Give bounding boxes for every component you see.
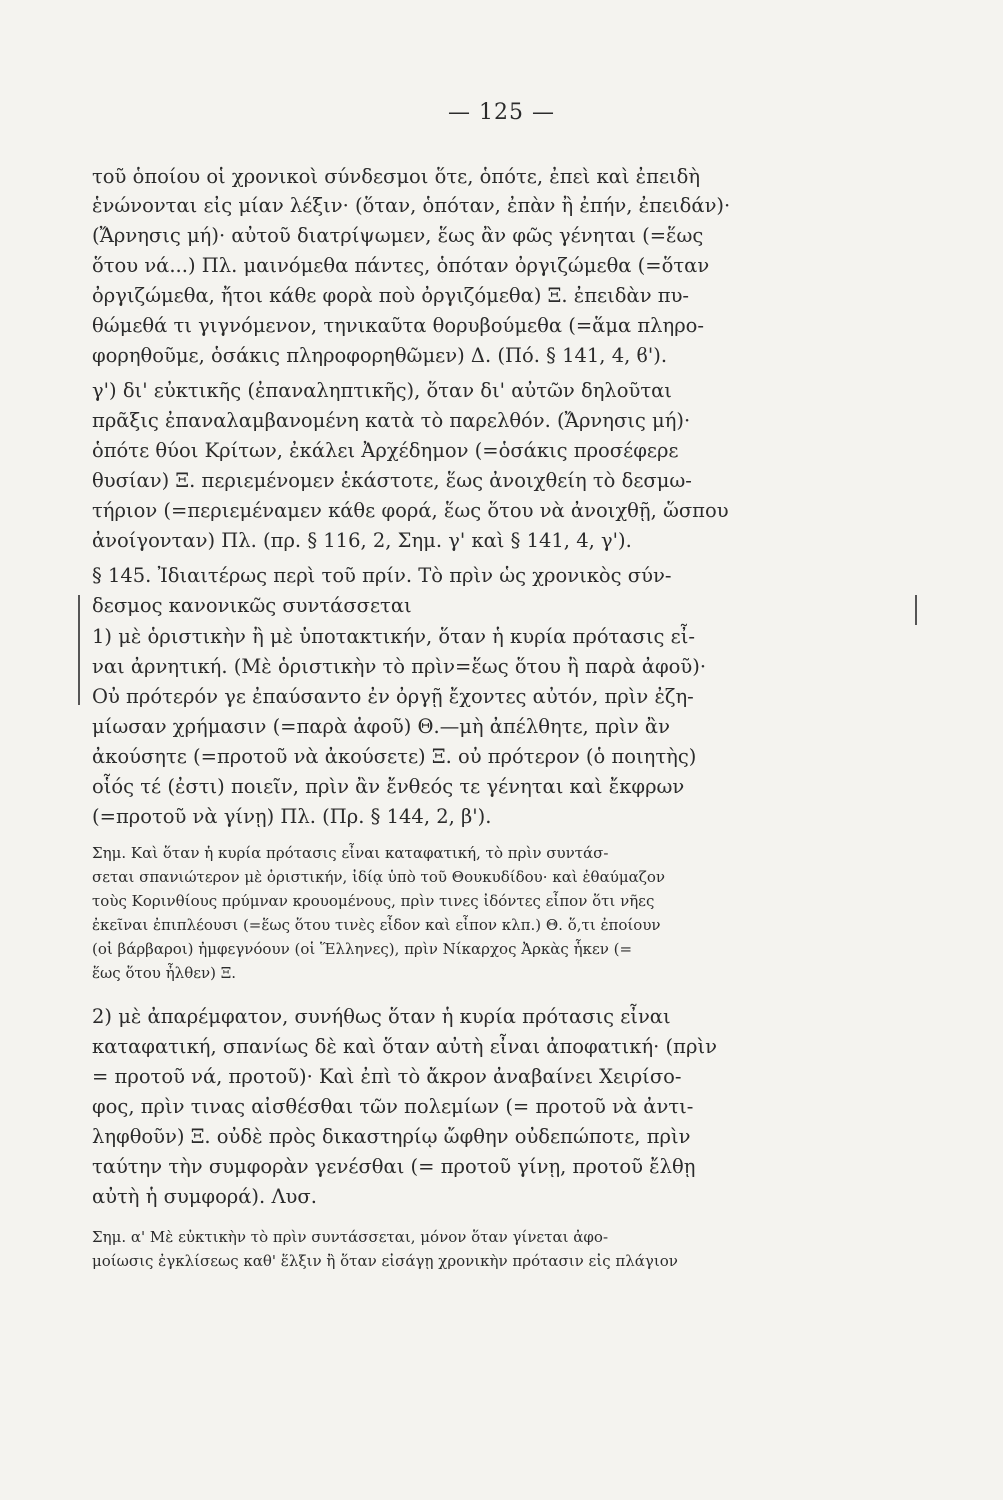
text-line: θώμεθά τι γιγνόμενον, τηνικαῦτα θορυβούμεθα (=ἅμα πληρο- <box>92 314 705 337</box>
text-line: (=προτοῦ νὰ γίνῃ) Πλ. (Πρ. § 144, 2, β'). <box>92 805 492 828</box>
text-line: ὅτου νά...) Πλ. μαινόμεθα πάντες, ὁπόταν ὀργιζώμεθα (=ὅταν <box>92 254 710 277</box>
text-line: ὀργιζώμεθα, ἤτοι κάθε φορὰ ποὺ ὀργιζόμεθα) Ξ. ἐπειδὰν πυ- <box>92 284 690 307</box>
text-line: (οἱ βάρβαροι) ἠμφεγνόουν (οἱ Ἕλληνες), πρὶν Νίκαρχος Ἀρκὰς ἧκεν (= <box>92 940 633 958</box>
text-line: 2) μὲ ἀπαρέμφατον, συνήθως ὅταν ἡ κυρία πρότασις εἶναι <box>92 1005 671 1028</box>
text-line: πρᾶξις ἐπαναλαμβανομένη κατὰ τὸ παρελθόν. (Ἄρνησις μή)· <box>92 409 691 432</box>
text-line: αὐτὴ ἡ συμφορά). Λυσ. <box>92 1185 317 1208</box>
text-line: σεται σπανιώτερον μὲ ὁριστικήν, ἰδίᾳ ὑπὸ τοῦ Θουκυδίδου· καὶ ἐθαύμαζον <box>92 868 665 886</box>
text-line: ταύτην τὴν συμφορὰν γενέσθαι (= προτοῦ γίνῃ, προτοῦ ἔλθῃ <box>92 1155 696 1178</box>
text-line: τοῦ ὁποίου οἱ χρονικοὶ σύνδεσμοι ὅτε, ὁπότε, ἐπεὶ καὶ ἐπειδὴ <box>92 165 701 188</box>
text-line: φορηθοῦμε, ὁσάκις πληροφορηθῶμεν) Δ. (Πό. § 141, 4, ϐ'). <box>92 344 668 367</box>
text-line: θυσίαν) Ξ. περιεμένομεν ἑκάστοτε, ἕως ἀνοιχθείη τὸ δεσμω- <box>92 469 692 492</box>
text-line: δεσμος κανονικῶς συντάσσεται <box>92 594 412 617</box>
text-line: ἀκούσητε (=προτοῦ νὰ ἀκούσετε) Ξ. οὐ πρότερον (ὁ ποιητὴς) <box>92 745 697 768</box>
text-line: ναι ἀρνητική. (Μὲ ὁριστικὴν τὸ πρὶν=ἕως ὅτου ἢ παρὰ ἀφοῦ)· <box>92 655 707 678</box>
text-line: μίωσαν χρήμασιν (=παρὰ ἀφοῦ) Θ.—μὴ ἀπέλθητε, πρὶν ἂν <box>92 715 670 738</box>
text-line: ληφθοῦν) Ξ. οὐδὲ πρὸς δικαστηρίῳ ὤφθην οὐδεπώποτε, πρὶν <box>92 1125 691 1148</box>
text-line: τήριον (=περιεμέναμεν κάθε φορά, ἕως ὅτου νὰ ἀνοιχθῇ, ὥσπου <box>92 499 729 522</box>
text-line: ἀνοίγονταν) Πλ. (πρ. § 116, 2, Σημ. γ' καὶ § 141, 4, γ'). <box>92 529 632 552</box>
text-line: φος, πρὶν τινας αἰσθέσθαι τῶν πολεμίων (= προτοῦ νὰ ἀντι- <box>92 1095 694 1118</box>
text-line: οἷός τέ (ἐστι) ποιεῖν, πρὶν ἂν ἔνθεός τε γένηται καὶ ἔκφρων <box>92 775 685 798</box>
text-line: ἕως ὅτου ἦλθεν) Ξ. <box>92 964 237 982</box>
text-line: γ') δι' εὐκτικῆς (ἐπαναληπτικῆς), ὅταν δι' αὐτῶν δηλοῦται <box>92 379 672 402</box>
text-line: ἐκεῖναι ἐπιπλέουσι (=ἕως ὅτου τινὲς εἶδον καὶ εἶπον κλπ.) Θ. ὅ,τι ἐποίουν <box>92 916 661 934</box>
margin-mark-right <box>915 595 917 625</box>
text-line: 1) μὲ ὁριστικὴν ἢ μὲ ὑποτακτικήν, ὅταν ἡ κυρία πρότασις εἶ- <box>92 625 695 648</box>
text-line: μοίωσις ἐγκλίσεως καθ' ἕλξιν ἢ ὅταν εἰσάγῃ χρονικὴν πρότασιν εἰς πλάγιον <box>92 1252 678 1270</box>
text-line: καταφατική, σπανίως δὲ καὶ ὅταν αὐτὴ εἶναι ἀποφατική· (πρὶν <box>92 1035 717 1058</box>
text-line: ὁπότε θύοι Κρίτων, ἐκάλει Ἀρχέδημον (=ὁσάκις προσέφερε <box>92 439 679 462</box>
text-line: ἑνώνονται εἰς μίαν λέξιν· (ὅταν, ὁπόταν, ἐπὰν ἢ ἐπήν, ἐπειδάν)· <box>92 194 731 217</box>
text-line: Σημ. Καὶ ὅταν ἡ κυρία πρότασις εἶναι καταφατική, τὸ πρὶν συντάσ- <box>92 844 609 862</box>
text-line: § 145. Ἰδιαιτέρως περὶ τοῦ πρίν. Τὸ πρὶν ὡς χρονικὸς σύν- <box>92 564 672 587</box>
text-line: (Ἄρνησις μή)· αὐτοῦ διατρίψωμεν, ἕως ἂν φῶς γένηται (=ἕως <box>92 224 704 247</box>
page-number: — 125 — <box>448 100 555 125</box>
margin-mark-left <box>78 595 80 705</box>
text-line: τοὺς Κορινθίους πρύμναν κρουομένους, πρὶν τινες ἰδόντες εἶπον ὅτι νῆες <box>92 892 655 910</box>
text-line: Οὐ πρότερόν γε ἐπαύσαντο ἐν ὀργῇ ἔχοντες αὐτόν, πρὶν ἐζη- <box>92 685 694 708</box>
text-line: = προτοῦ νά, προτοῦ)· Καὶ ἐπὶ τὸ ἄκρον ἀναβαίνει Χειρίσο- <box>92 1065 682 1088</box>
text-line: Σημ. α' Μὲ εὐκτικὴν τὸ πρὶν συντάσσεται, μόνον ὅταν γίνεται ἀφο- <box>92 1228 609 1246</box>
